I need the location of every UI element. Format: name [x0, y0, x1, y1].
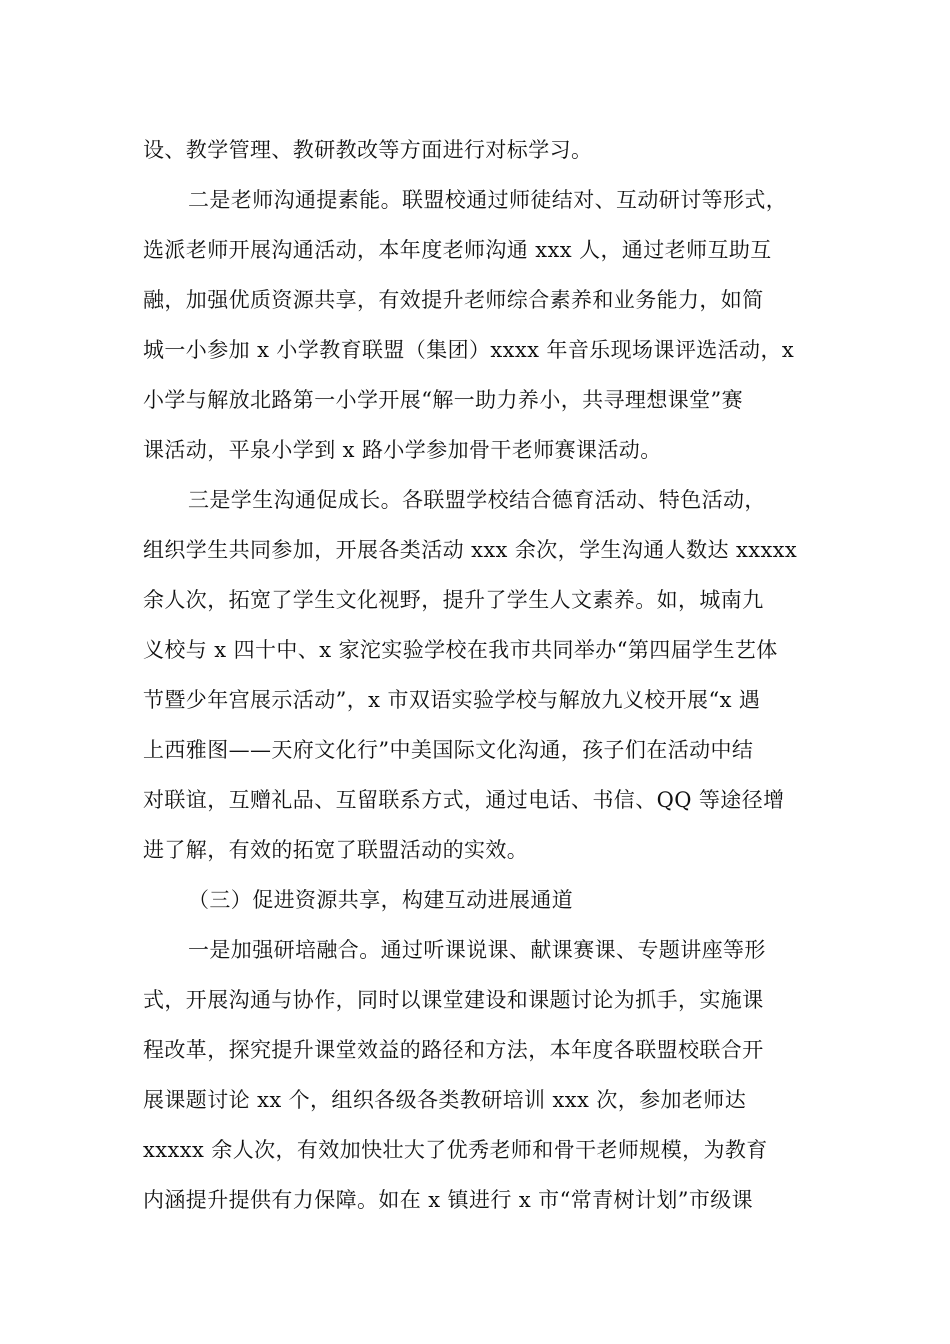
text-line: 内涵提升提供有力保障。如在 x 镇进行 x 市“常青树计划”市级课: [143, 1188, 754, 1212]
text-line: 上西雅图——天府文化行”中美国际文化沟通，孩子们在活动中结: [143, 738, 754, 762]
paragraph-start-line: 一是加强研培融合。通过听课说课、献课赛课、专题讲座等形: [188, 938, 766, 962]
section-heading: （三）促进资源共享，构建互动进展通道: [188, 888, 574, 912]
text-line: 式，开展沟通与协作，同时以课堂建设和课题讨论为抓手，实施课: [143, 988, 764, 1012]
text-line: 课活动，平泉小学到 x 路小学参加骨干老师赛课活动。: [143, 438, 662, 462]
text-line: 融，加强优质资源共享，有效提升老师综合素养和业务能力，如简: [143, 288, 764, 312]
text-line: 小学与解放北路第一小学开展“解一助力养小，共寻理想课堂”赛: [143, 388, 744, 412]
paragraph-start-line: 二是老师沟通提素能。联盟校通过师徒结对、互动研讨等形式，: [188, 188, 788, 212]
text-line: 选派老师开展沟通活动，本年度老师沟通 xxx 人，通过老师互助互: [143, 238, 772, 262]
text-line: 组织学生共同参加，开展各类活动 xxx 余次，学生沟通人数达 xxxxx: [143, 538, 798, 562]
text-line: 城一小参加 x 小学教育联盟（集团）xxxx 年音乐现场课评选活动，x: [143, 338, 795, 362]
text-line: 义校与 x 四十中、x 家沱实验学校在我市共同举办“第四届学生艺体: [143, 638, 778, 662]
text-line: 展课题讨论 xx 个，组织各级各类教研培训 xxx 次，参加老师达: [143, 1088, 747, 1112]
paragraph-start-line: 三是学生沟通促成长。各联盟学校结合德育活动、特色活动，: [188, 488, 766, 512]
text-line: 设、教学管理、教研教改等方面进行对标学习。: [143, 138, 593, 162]
text-line: 对联谊，互赠礼品、互留联系方式，通过电话、书信、QQ 等途径增: [143, 788, 785, 812]
text-line: xxxxx 余人次，有效加快壮大了优秀老师和骨干老师规模，为教育: [143, 1138, 768, 1162]
text-line: 余人次，拓宽了学生文化视野，提升了学生人文素养。如，城南九: [143, 588, 764, 612]
text-line: 程改革，探究提升课堂效益的路径和方法，本年度各联盟校联合开: [143, 1038, 764, 1062]
text-line: 节暨少年宫展示活动”，x 市双语实验学校与解放九义校开展“x 遇: [143, 688, 761, 712]
text-line: 进了解，有效的拓宽了联盟活动的实效。: [143, 838, 529, 862]
